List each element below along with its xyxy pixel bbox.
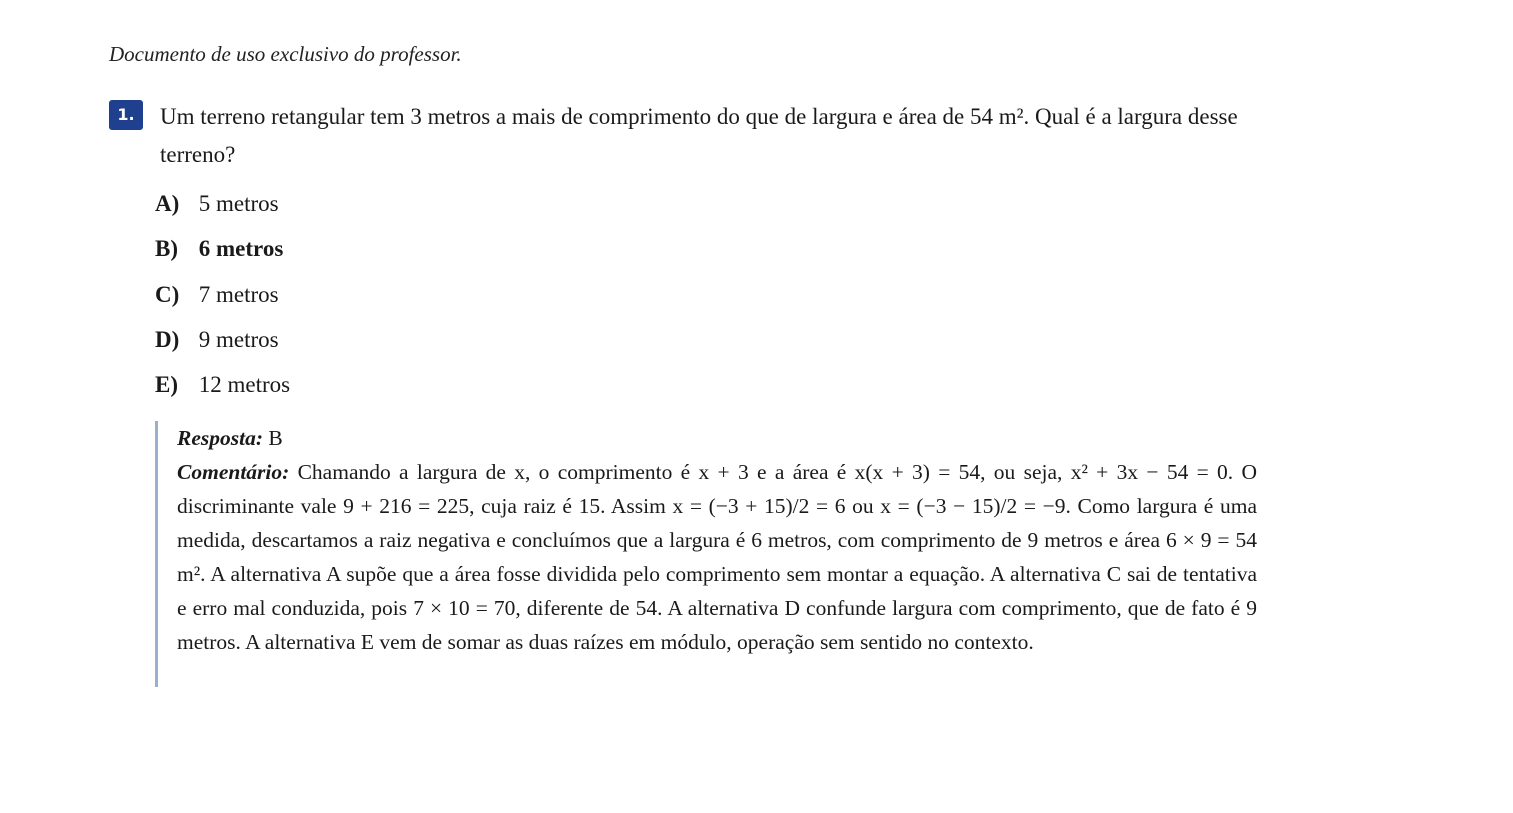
question-number-badge: 1. [109,100,143,130]
question-text: Um terreno retangular tem 3 metros a mais de comprimento do que de largura e área de 54 m². Qual é a largura desse terreno? [160,104,1238,167]
option-a [155,184,290,229]
option-d [155,320,290,365]
option-text: 5 metros [198,191,279,216]
answer-commentary-box [155,421,1258,687]
answer-value: B [268,426,283,450]
document-note: Documento de uso exclusivo do professor. [109,42,462,66]
comment-label: Comentário: [177,460,290,484]
option-letter: D) [155,326,180,352]
answer-content [177,421,1257,659]
option-text: 6 metros [198,236,284,262]
option-e [155,365,290,410]
option-letter: E) [155,372,178,398]
comment-text: Chamando a largura de x, o comprimento é x + 3 e a área é x(x + 3) = 54, ou seja, x² + 3x − 54 = 0. O discriminante vale 9 + 216 = 225, cuja raiz é 15. Assim x = (−3 + 15)/2 = 6 ou x = (−3 − 15)/2 = −9. Como largura é uma medida, descartamos a raiz negativa e concluímos que a largura é 6 metros, com comprimento de 9 metros e área 6 × 9 = 54 m². A alternativa A supõe que a área fosse dividida pelo comprimento sem montar a equação. A alternativa C sai de tentativa e erro mal conduzida, pois 7 × 10 = 70, diferente de 54. A alternativa D confunde largura com comprimento, que de fato é 9 metros. A alternativa E vem de somar as duas raízes em módulo, operação sem sentido no contexto. [177,460,1257,654]
option-letter: C) [155,281,180,307]
comment-paragraph [177,455,1257,659]
option-text: 9 metros [198,326,279,352]
option-b-correct [155,229,290,274]
answer-label: Resposta: [177,426,263,450]
option-text: 7 metros [198,281,279,307]
answer-options [155,184,290,410]
option-letter: B) [155,236,178,262]
option-text: 12 metros [198,372,291,398]
option-c [155,275,290,320]
answer-line [177,421,1257,455]
option-letter: A) [155,191,180,216]
